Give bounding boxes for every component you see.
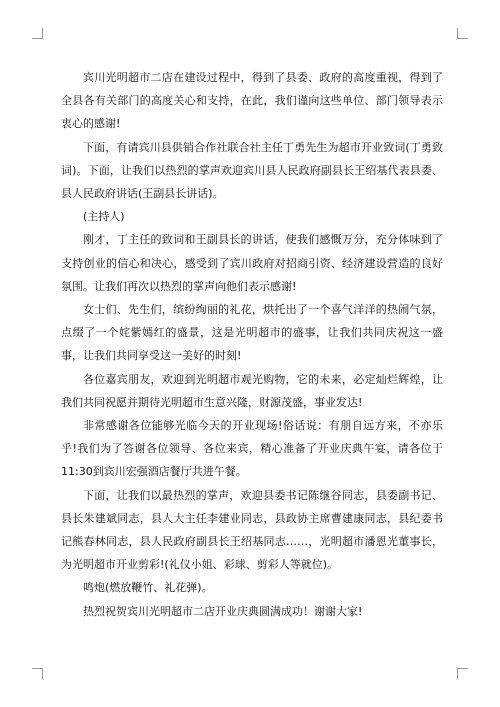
paragraph-luncheon: 非常感谢各位能够光临今天的开业现场!俗话说：有朋自远方来，不亦乐乎!我们为了答谢各位领导、各位来宾，精心准备了开业庆典午宴，请各位于11:30到宾川宏强酒店餐厅共进午餐。	[61, 419, 443, 479]
paragraph-after-speeches: 刚才，丁主任的致词和王副县长的讲话，使我们感慨万分，充分体味到了支持创业的信心和决心，感受到了宾川政府对招商引资、经济建设营造的良好氛围。让我们再次以热烈的掌声向他们表示感谢!	[61, 233, 443, 293]
paragraph-ribbon-cutting: 下面，让我们以最热烈的掌声，欢迎县委书记陈继谷同志，县委副书记、县长朱建斌同志，县人大主任李建业同志，县政协主席曹建康同志，县纪委书记熊春林同志，县人民政府副县长王绍基同志……，光明超市潘恩光董事长，为光明超市开业剪彩!(礼仪小姐、彩球、剪彩人等就位)。	[61, 488, 443, 572]
crop-mark-bottom-left	[32, 668, 43, 679]
document-body	[61, 66, 443, 623]
paragraph-fireworks: 女士们、先生们，缤纷绚丽的礼花，烘托出了一个喜气洋洋的热闹气氛，点缀了一个姹紫嫣红的盛景，这是光明超市的盛事，让我们共同庆祝这一盛事，让我们共同享受这一美好的时刻!	[61, 303, 443, 363]
paragraph-host-label: (主持人)	[83, 210, 125, 224]
crop-mark-bottom-right	[457, 668, 468, 679]
paragraph-thanks: 宾川光明超市二店在建设过程中，得到了县委、政府的高度重视，得到了全县各有关部门的高度关心和支持，在此，我们谨向这些单位、部门领导表示衷心的感谢!	[61, 71, 443, 131]
crop-mark-top-left	[32, 28, 43, 39]
paragraph-speeches-intro: 下面，有请宾川县供销合作社联合社主任丁勇先生为超市开业致词(丁勇致词)。下面，让我们以热烈的掌声欢迎宾川县人民政府副县长王绍基代表县委、县人民政府讲话(王副县长讲话)。	[61, 140, 443, 201]
paragraph-welcome-guests: 各位嘉宾朋友，欢迎到光明超市观光购物，它的未来，必定灿烂辉煌，让我们共同祝愿并期待光明超市生意兴隆，财源茂盛，事业发达!	[61, 372, 443, 409]
paragraph-closing: 热烈祝贺宾川光明超市二店开业庆典圆满成功！谢谢大家!	[83, 604, 363, 618]
paragraph-firecrackers: 鸣炮(燃放鞭竹、礼花弹)。	[83, 581, 213, 595]
crop-mark-top-right	[457, 28, 468, 39]
